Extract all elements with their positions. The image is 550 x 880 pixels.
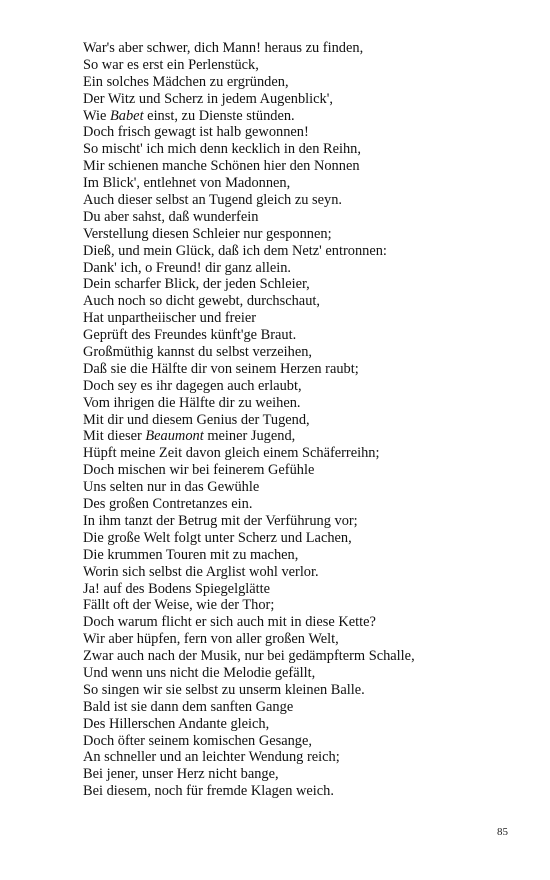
line-text: Wir aber hüpfen, fern von aller großen Welt, [83, 631, 339, 648]
poem-line [83, 428, 523, 445]
line-text: Mit dir und diesem Genius der Tugend, [83, 411, 310, 428]
italic-name: Beaumont [145, 428, 204, 445]
line-text: Bei diesem, noch für fremde Klagen weich. [83, 783, 334, 800]
poem-line [83, 547, 523, 564]
poem-line [83, 631, 523, 648]
line-text: So mischt' ich mich denn kecklich in den Reihn, [83, 141, 361, 158]
line-text: Hüpft meine Zeit davon gleich einem Schäferreihn; [83, 445, 380, 462]
line-text: Im Blick', entlehnet von Madonnen, [83, 175, 291, 192]
line-text: Vom ihrigen die Hälfte dir zu weihen. [83, 394, 301, 411]
line-text: Zwar auch nach der Musik, nur bei gedämpfterm Schalle, [83, 648, 415, 665]
poem-line [83, 91, 523, 108]
poem-line [83, 226, 523, 243]
poem-line [83, 344, 523, 361]
line-text: Doch frisch gewagt ist halb gewonnen! [83, 124, 309, 141]
line-text: Doch öfter seinem komischen Gesange, [83, 732, 312, 749]
poem-line [83, 682, 523, 699]
poem-line [83, 716, 523, 733]
poem-line [83, 293, 523, 310]
poem-line [83, 209, 523, 226]
poem-line [83, 395, 523, 412]
poem-line [83, 361, 523, 378]
poem-line [83, 648, 523, 665]
poem-line [83, 513, 523, 530]
poem-line [83, 749, 523, 766]
line-text: Dein scharfer Blick, der jeden Schleier, [83, 276, 310, 293]
line-text: So war es erst ein Perlenstück, [83, 56, 259, 73]
line-text: Dieß, und mein Glück, daß ich dem Netz' entronnen: [83, 242, 387, 259]
line-text: An schneller und an leichter Wendung reich; [83, 749, 340, 766]
line-text: Daß sie die Hälfte dir von seinem Herzen raubt; [83, 360, 359, 377]
poem-text [83, 40, 523, 800]
line-text: Hat unpartheiischer und freier [83, 310, 257, 327]
poem-line [83, 276, 523, 293]
line-text: Dank' ich, o Freund! dir ganz allein. [83, 259, 291, 276]
poem-line [83, 57, 523, 74]
line-text: Mit dieser [83, 428, 146, 445]
line-text: einst, zu Dienste stünden. [143, 107, 295, 124]
poem-line [83, 74, 523, 91]
poem-line [83, 378, 523, 395]
line-text: Ja! auf des Bodens Spiegelglätte [83, 580, 271, 597]
line-text: Geprüft des Freundes künft'ge Braut. [83, 327, 297, 344]
line-text: Großmüthig kannst du selbst verzeihen, [83, 344, 313, 361]
line-text: Ein solches Mädchen zu ergründen, [83, 73, 289, 90]
poem-line [83, 243, 523, 260]
line-text: In ihm tanzt der Betrug mit der Verführung vor; [83, 512, 358, 529]
poem-line [83, 496, 523, 513]
poem-line [83, 665, 523, 682]
line-text: Auch noch so dicht gewebt, durchschaut, [83, 293, 320, 310]
poem-line [83, 530, 523, 547]
poem-line [83, 412, 523, 429]
poem-line [83, 445, 523, 462]
line-text: Verstellung diesen Schleier nur gesponnen; [83, 225, 332, 242]
line-text: Die krummen Touren mit zu machen, [83, 546, 299, 563]
line-text: Mir schienen manche Schönen hier den Nonnen [83, 158, 360, 175]
line-text: War's aber schwer, dich Mann! heraus zu finden, [83, 40, 364, 56]
line-text: Uns selten nur in das Gewühle [83, 479, 260, 496]
line-text: Die große Welt folgt unter Scherz und Lachen, [83, 529, 352, 546]
line-text: Bei jener, unser Herz nicht bange, [83, 766, 279, 783]
italic-name: Babet [110, 107, 144, 124]
poem-line [83, 783, 523, 800]
line-text: meiner Jugend, [203, 428, 296, 445]
poem-line [83, 124, 523, 141]
poem-line [83, 141, 523, 158]
poem-line [83, 581, 523, 598]
line-text: Des großen Contretanzes ein. [83, 496, 253, 513]
poem-line [83, 158, 523, 175]
poem-line [83, 192, 523, 209]
poem-line [83, 40, 523, 57]
poem-line [83, 260, 523, 277]
line-text: Der Witz und Scherz in jedem Augenblick', [83, 90, 333, 107]
line-text: Bald ist sie dann dem sanften Gange [83, 698, 294, 715]
poem-line [83, 479, 523, 496]
line-text: Wie [83, 107, 110, 124]
line-text: Doch warum flicht er sich auch mit in diese Kette? [83, 614, 376, 631]
poem-line [83, 699, 523, 716]
line-text: So singen wir sie selbst zu unserm kleinen Balle. [83, 681, 365, 698]
page-number: 85 [497, 826, 508, 838]
line-text: Und wenn uns nicht die Melodie gefällt, [83, 664, 316, 681]
poem-line [83, 597, 523, 614]
line-text: Doch mischen wir bei feinerem Gefühle [83, 462, 315, 479]
poem-line [83, 108, 523, 125]
line-text: Worin sich selbst die Arglist wohl verlor. [83, 563, 319, 580]
poem-line [83, 462, 523, 479]
line-text: Doch sey es ihr dagegen auch erlaubt, [83, 377, 302, 394]
poem-line [83, 614, 523, 631]
line-text: Fällt oft der Weise, wie der Thor; [83, 597, 275, 614]
line-text: Du aber sahst, daß wunderfein [83, 208, 259, 225]
line-text: Des Hillerschen Andante gleich, [83, 715, 270, 732]
poem-line [83, 564, 523, 581]
poem-line [83, 310, 523, 327]
poem-line [83, 327, 523, 344]
poem-line [83, 733, 523, 750]
poem-line [83, 175, 523, 192]
line-text: Auch dieser selbst an Tugend gleich zu seyn. [83, 192, 342, 209]
poem-line [83, 766, 523, 783]
